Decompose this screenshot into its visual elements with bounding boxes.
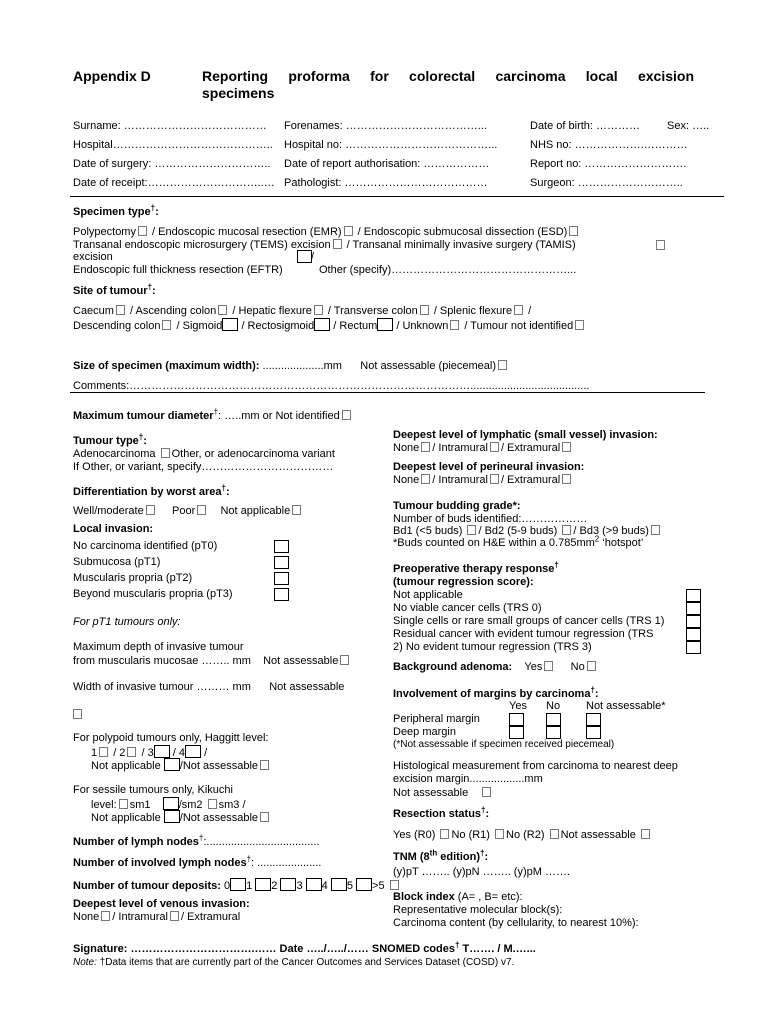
tems-checkbox[interactable] — [333, 239, 342, 249]
preop-trs3-label: 2) No evident tumour regression (TRS 3) — [393, 641, 592, 653]
specimen-excision: excision — [73, 251, 113, 263]
venous-heading: Deepest level of venous invasion: — [73, 898, 250, 910]
block-index-line: Block index (A= , B= etc): — [393, 891, 523, 903]
adenoma-no-checkbox[interactable] — [587, 661, 596, 671]
perineural-intra-checkbox[interactable] — [490, 474, 499, 484]
deposits-1-checkbox[interactable] — [255, 878, 271, 891]
deposits-5-checkbox[interactable] — [356, 878, 372, 891]
resection-line: Yes (R0) No (R1) No (R2) Not assessable — [393, 829, 652, 842]
specimen-line-1: Polypectomy / Endoscopic mucosal resection (EMR) / Endoscopic submucosal dissection (ESD) — [73, 226, 580, 239]
budding-note: *Buds counted on H&E within a $0.785mm^2$ ‘hotspot’ — [393, 534, 644, 549]
differentiation-line: Well/moderate Poor Not applicable — [73, 505, 303, 518]
bd3-checkbox[interactable] — [651, 525, 660, 535]
r1-checkbox[interactable] — [495, 829, 504, 839]
hist-na-line: Not assessable — [393, 787, 493, 800]
dob-field[interactable]: Date of birth: ………… — [530, 120, 641, 132]
margins-col-yes: Yes — [509, 700, 527, 712]
haggitt-1-checkbox[interactable] — [99, 747, 108, 757]
appendix-label: Appendix D — [73, 68, 151, 84]
deposits-0-checkbox[interactable] — [230, 878, 246, 891]
venous-line: None / Intramural / Extramural — [73, 911, 241, 923]
perineural-none-checkbox[interactable] — [421, 474, 430, 484]
local-pt3-label: Beyond muscularis propria (pT3) — [73, 588, 233, 600]
margins-col-na: Not assessable* — [586, 700, 666, 712]
splenic-checkbox[interactable] — [514, 305, 523, 315]
perineural-line: None / Intramural / Extramural — [393, 474, 573, 487]
venous-none-checkbox[interactable] — [101, 911, 110, 921]
carcinoma-content-field[interactable]: Carcinoma content (by cellularity, to nearest 10%): — [393, 917, 639, 929]
deposits-3-checkbox[interactable] — [306, 878, 322, 891]
not-identified-checkbox[interactable] — [575, 320, 584, 330]
adenoma-yes-checkbox[interactable] — [544, 661, 553, 671]
perineural-heading: Deepest level of perineural invasion: — [393, 461, 585, 473]
preop-trs2-label: Residual cancer with evident tumour regression (TRS — [393, 628, 654, 640]
resection-heading: Resection status†: — [393, 805, 490, 820]
preop-heading: Preoperative therapy response† — [393, 560, 559, 575]
deposits-gt5-checkbox[interactable] — [390, 880, 399, 890]
poor-checkbox[interactable] — [197, 505, 206, 515]
size-na-checkbox[interactable] — [498, 360, 507, 370]
transverse-checkbox[interactable] — [420, 305, 429, 315]
site-line-1: Caecum / Ascending colon / Hepatic flexure / Transverse colon / Splenic flexure / — [73, 305, 532, 317]
pt3-checkbox[interactable] — [274, 588, 289, 601]
specimen-line-2: Transanal endoscopic microsurgery (TEMS) excision / Transanal minimally invasive surgery (TAMIS) — [73, 239, 576, 251]
depth-na-checkbox[interactable] — [340, 655, 349, 665]
width-na-checkbox[interactable] — [73, 709, 82, 719]
tumour-deposits-line: Number of tumour deposits: 0 1 2 3 4 5 >5 — [73, 878, 401, 893]
molecular-block-field[interactable]: Representative molecular block(s): — [393, 904, 563, 916]
report-no-field[interactable]: Report no: ………………………. — [530, 158, 687, 170]
date-receipt-field[interactable]: Date of receipt:…………………………..… — [73, 177, 275, 189]
margins-note: (*Not assessable if specimen received piecemeal) — [393, 739, 615, 750]
form-title-cont: specimens — [202, 85, 275, 101]
date-report-field[interactable]: Date of report authorisation: ……………… — [284, 158, 490, 170]
r0-checkbox[interactable] — [440, 829, 449, 839]
site-line-2: Descending colon / Sigmoid / Rectosigmoid / Rectum / Unknown / Tumour not identified — [73, 318, 586, 333]
hepatic-checkbox[interactable] — [314, 305, 323, 315]
bd1-checkbox[interactable] — [467, 525, 476, 535]
tamis-checkbox[interactable] — [656, 240, 665, 250]
well-moderate-checkbox[interactable] — [146, 505, 155, 515]
kikuchi-na-line: Not applicable /Not assessable — [91, 810, 271, 825]
tnm-line[interactable]: (y)pT …….. (y)pN …….. (y)pM ……. — [393, 866, 571, 878]
trs0-checkbox[interactable] — [686, 602, 701, 615]
surname-field[interactable]: Surname: ………………………………… — [73, 120, 267, 132]
haggitt-4-checkbox[interactable] — [185, 745, 201, 758]
esd-checkbox[interactable] — [569, 226, 578, 236]
nhs-no-field[interactable]: NHS no: ……………….………… — [530, 139, 688, 151]
peripheral-no-checkbox[interactable] — [546, 713, 561, 726]
hist-na-checkbox[interactable] — [482, 787, 491, 797]
hist-line-1: Histological measurement from carcinoma to nearest deep — [393, 760, 678, 772]
tumour-type-specify[interactable]: If Other, or variant, specify……………………………… — [73, 461, 334, 473]
max-diam-ni-checkbox[interactable] — [342, 410, 351, 420]
adenoma-line: Background adenoma: Yes No — [393, 661, 598, 674]
deep-margin-label: Deep margin — [393, 726, 456, 738]
lymph-nodes-line: Number of lymph nodes†:..................................... — [73, 833, 320, 848]
deposits-2-checkbox[interactable] — [280, 878, 296, 891]
preop-subheading: (tumour regression score): — [393, 576, 534, 588]
footnote: Note: †Data items that are currently part of the Cancer Outcomes and Services Dataset (COSD) v7. — [73, 957, 515, 968]
haggitt-2-checkbox[interactable] — [127, 747, 136, 757]
preop-trs0-label: No viable cancer cells (TRS 0) — [393, 602, 542, 614]
r2-checkbox[interactable] — [550, 829, 559, 839]
specimen-excision-slash: / — [311, 251, 315, 263]
local-pt0-label: No carcinoma identified (pT0) — [73, 540, 218, 552]
adenocarcinoma-checkbox[interactable] — [161, 448, 170, 458]
perineural-extra-checkbox[interactable] — [562, 474, 571, 484]
signature-line[interactable]: Signature: …………………………….…… Date …../…../…… SNOMED codes† T……. / M.…... — [73, 940, 536, 955]
pathologist-field[interactable]: Pathologist: ………………………………… — [284, 177, 488, 189]
rectum-checkbox[interactable] — [377, 318, 393, 331]
margins-heading: Involvement of margins by carcinoma†: — [393, 685, 599, 700]
pt0-checkbox[interactable] — [274, 540, 289, 553]
haggitt-heading: For polypoid tumours only, Haggitt level: — [73, 732, 269, 744]
pt1-only-heading: For pT1 tumours only: — [73, 616, 181, 628]
sm1-checkbox[interactable] — [119, 799, 128, 809]
sigmoid-checkbox[interactable] — [222, 318, 238, 331]
date-surgery-field[interactable]: Date of surgery: ………………………….. — [73, 158, 271, 170]
forenames-field[interactable]: Forenames: ………………………………... — [284, 120, 487, 132]
peripheral-yes-checkbox[interactable] — [509, 713, 524, 726]
bd2-checkbox[interactable] — [562, 525, 571, 535]
emr-checkbox[interactable] — [344, 226, 353, 236]
kikuchi-levels: level: sm1 /sm2 sm3 / — [91, 799, 246, 811]
venous-intramural-checkbox[interactable] — [170, 911, 179, 921]
kikuchi-na-checkbox[interactable] — [164, 810, 180, 823]
hospital-field[interactable]: Hospital…………………………………….. — [73, 139, 273, 151]
trs1-checkbox[interactable] — [686, 615, 701, 628]
hist-line-2[interactable]: excision margin..................mm — [393, 773, 543, 785]
surgeon-field[interactable]: Surgeon: ……………………….. — [530, 177, 683, 189]
resection-na-checkbox[interactable] — [641, 829, 650, 839]
unknown-checkbox[interactable] — [450, 320, 459, 330]
lymphatic-none-checkbox[interactable] — [421, 442, 430, 452]
tumour-type-line: Adenocarcinoma Other, or adenocarcinoma variant — [73, 448, 335, 460]
descending-checkbox[interactable] — [162, 320, 171, 330]
local-invasion-heading: Local invasion: — [73, 523, 154, 535]
preop-na-checkbox[interactable] — [686, 589, 701, 602]
margins-col-no: No — [546, 700, 561, 712]
budding-grades: Bd1 (<5 buds) / Bd2 (5-9 buds) / Bd3 (>9 buds) — [393, 525, 662, 538]
tnm-heading: TNM (8th edition)†: — [393, 848, 489, 863]
peripheral-margin-label: Peripheral margin — [393, 713, 480, 725]
differentiation-heading: Differentiation by worst area†: — [73, 483, 230, 498]
deposits-4-checkbox[interactable] — [331, 878, 347, 891]
polypectomy-checkbox[interactable] — [138, 226, 147, 236]
lymphatic-line: None / Intramural / Extramural — [393, 442, 573, 455]
depth-line-1: Maximum depth of invasive tumour — [73, 641, 244, 653]
lymphatic-intra-checkbox[interactable] — [490, 442, 499, 452]
comments-divider — [70, 392, 705, 393]
specimen-other-field[interactable]: Other (specify)…………………………………………... — [319, 264, 577, 276]
rectosigmoid-checkbox[interactable] — [314, 318, 330, 331]
comments-field[interactable]: Comments:…………………………………………………………………………………....................................... — [73, 380, 590, 392]
sm1-box[interactable] — [163, 797, 179, 810]
form-title: Reporting proforma for colorectal carcinoma local excision — [202, 68, 694, 84]
caecum-checkbox[interactable] — [116, 305, 125, 315]
peripheral-na-checkbox[interactable] — [586, 713, 601, 726]
trs3-checkbox[interactable] — [686, 641, 701, 654]
kikuchi-heading: For sessile tumours only, Kikuchi — [73, 784, 233, 796]
haggitt-nass-checkbox[interactable] — [260, 760, 269, 770]
sex-field[interactable]: Sex: ….. — [667, 120, 710, 132]
budding-count-field[interactable]: Number of buds identified:……………… — [393, 513, 588, 525]
eftr-label: Endoscopic full thickness resection (EFTR) — [73, 264, 283, 276]
width-line: Width of invasive tumour ……… mm Not assessable — [73, 681, 345, 693]
pt2-checkbox[interactable] — [274, 572, 289, 585]
lymphatic-extra-checkbox[interactable] — [562, 442, 571, 452]
trs2-checkbox[interactable] — [686, 628, 701, 641]
specimen-type-heading: Specimen type†: — [73, 203, 159, 218]
haggitt-na-checkbox[interactable] — [164, 758, 180, 771]
ascending-checkbox[interactable] — [218, 305, 227, 315]
local-pt1-label: Submucosa (pT1) — [73, 556, 161, 568]
header-divider — [70, 196, 724, 197]
max-diameter-line: Maximum tumour diameter†: …..mm or Not identified — [73, 410, 353, 423]
site-heading: Site of tumour†: — [73, 282, 156, 297]
haggitt-levels: 1 / 2 / 3 / 4 / — [91, 747, 208, 759]
preop-trs1-label: Single cells or rare small groups of cancer cells (TRS 1) — [393, 615, 665, 627]
preop-na-label: Not applicable — [393, 589, 463, 601]
budding-heading: Tumour budding grade*: — [393, 500, 521, 512]
pt1-checkbox[interactable] — [274, 556, 289, 569]
haggitt-3-checkbox[interactable] — [154, 745, 170, 758]
involved-nodes-line: Number of involved lymph nodes†: ..................... — [73, 854, 322, 869]
tamis-box[interactable] — [297, 250, 315, 263]
lymphatic-heading: Deepest level of lymphatic (small vessel) invasion: — [393, 429, 658, 441]
tumour-type-heading: Tumour type†: — [73, 432, 147, 447]
kikuchi-nass-checkbox[interactable] — [260, 812, 269, 822]
diff-na-checkbox[interactable] — [292, 505, 301, 515]
local-pt2-label: Muscularis propria (pT2) — [73, 572, 193, 584]
size-line: Size of specimen (maximum width): ....................mm Not assessable (piecemeal) — [73, 360, 509, 373]
sm2-checkbox[interactable] — [208, 799, 217, 809]
depth-line-2: from muscularis mucosae …….. mm Not assessable — [73, 655, 351, 668]
hospital-no-field[interactable]: Hospital no: …………………………………... — [284, 139, 498, 151]
haggitt-na-line: Not applicable /Not assessable — [91, 758, 271, 773]
